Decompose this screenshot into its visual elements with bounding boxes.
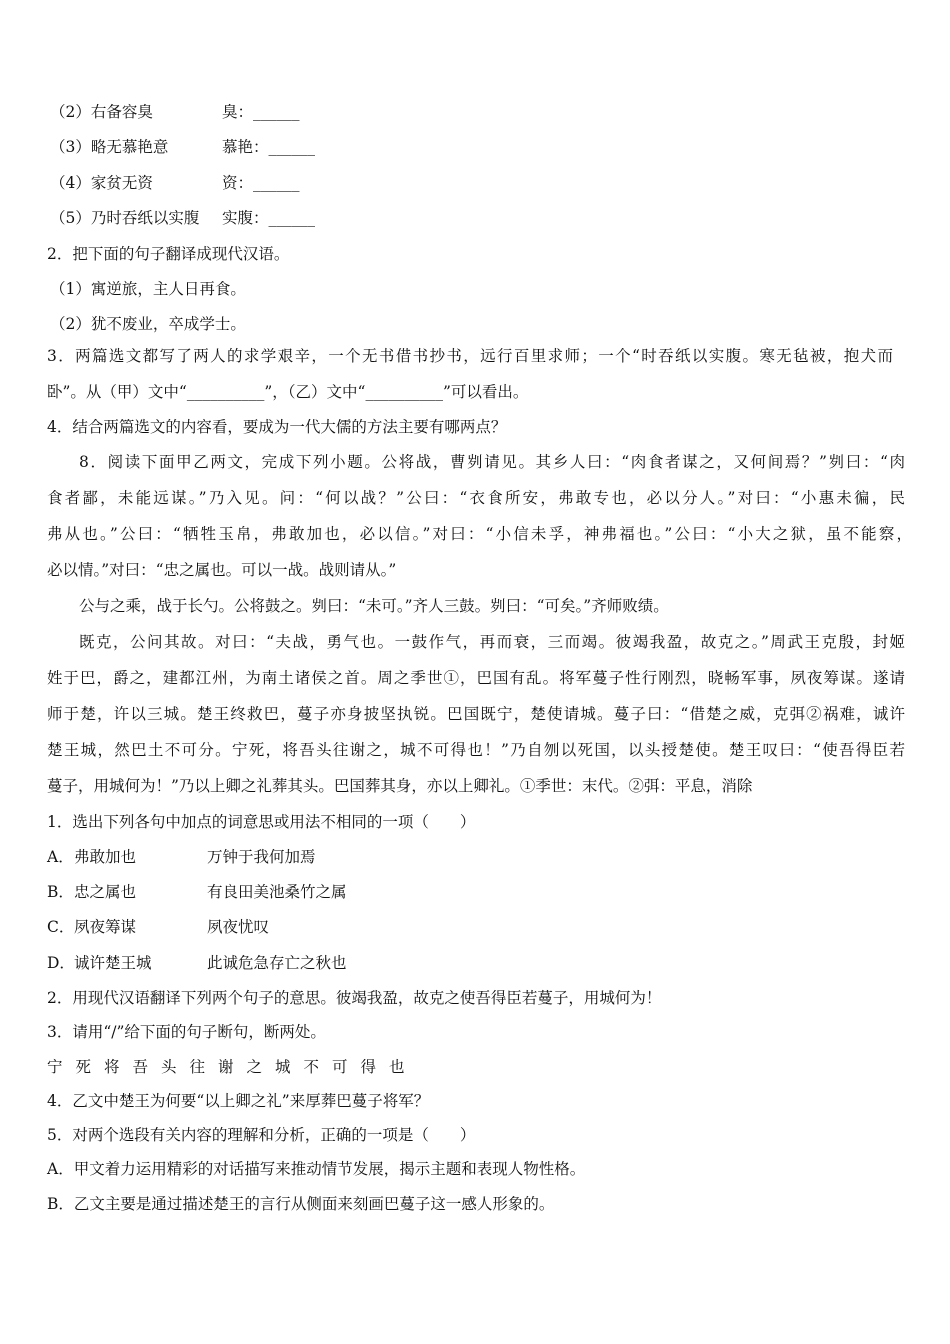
choice-key: D． bbox=[47, 954, 75, 972]
choice-text: 有良田美池桑竹之属 bbox=[207, 883, 347, 901]
passage-line: 蔓子，用城何为！”乃以上卿之礼葬其头。巴国葬其身，亦以上卿礼。①季世：末代。②弭：平息，消除 bbox=[47, 777, 753, 795]
vocab-answer-blank: 资：______ bbox=[222, 174, 300, 192]
vocab-answer-blank: 实腹：______ bbox=[222, 209, 316, 227]
question-heading: 5．对两个选段有关内容的理解和分析，正确的一项是（ ） bbox=[47, 1126, 476, 1144]
question-text: 卧”。从（甲）文中“__________”，（乙）文中“__________”可以看出。 bbox=[47, 383, 529, 401]
vocab-question: （2）右备容臭 bbox=[50, 103, 153, 121]
passage-line: 公与之乘，战于长勺。公将鼓之。刿曰：“未可。”齐人三鼓。刿曰：“可矣。”齐师败绩。 bbox=[79, 597, 669, 615]
answer-option-b: B．乙文主要是通过描述楚王的言行从侧面来刻画巴蔓子这一感人形象的。 bbox=[47, 1195, 555, 1213]
choice-key: A． bbox=[47, 848, 74, 866]
passage-line: 楚王城，然巴土不可分。宁死，将吾头往谢之，城不可得也！”乃自刎以死国，以头授楚使。楚王叹曰：“使吾得臣若 bbox=[47, 741, 905, 759]
question-text: 3．两篇选文都写了两人的求学艰辛，一个无书借书抄书，远行百里求师；一个“时吞纸以实腹。寒无毡被，抱犬而 bbox=[47, 347, 893, 365]
passage-line: 弗从也。”公曰：“牺牲玉帛，弗敢加也，必以信。”对曰：“小信未孚，神弗福也。”公曰：“小大之狱，虽不能察， bbox=[47, 525, 912, 543]
vocab-question: （3）略无慕艳意 bbox=[50, 138, 169, 156]
question-heading: 4．乙文中楚王为何要“以上卿之礼”来厚葬巴蔓子将军？ bbox=[47, 1092, 430, 1110]
choice-text: 弗敢加也 bbox=[74, 848, 137, 866]
choice-key: C． bbox=[47, 918, 75, 936]
choice-text: 诚许楚王城 bbox=[74, 954, 152, 972]
choice-text: 此诚危急存亡之秋也 bbox=[207, 954, 347, 972]
choice-text: 忠之属也 bbox=[74, 883, 137, 901]
passage-line: 食者鄙，未能远谋。”乃入见。问：“何以战？”公曰：“衣食所安，弗敢专也，必以分人。”对曰：“小惠未徧，民 bbox=[47, 489, 905, 507]
question-heading: 1．选出下列各句中加点的词意思或用法不相同的一项（ ） bbox=[47, 813, 476, 831]
passage-line: 姓于巴，爵之，建都江州，为南土诸侯之首。周之季世①，巴国有乱。将军蔓子性行刚烈，晓畅军事，夙夜筹谋。遂请 bbox=[47, 669, 905, 687]
choice-key: B． bbox=[47, 883, 74, 901]
passage-line: 既克，公问其故。对曰：“夫战，勇气也。一鼓作气，再而衰，三而竭。彼竭我盈，故克之。”周武王克殷，封姬 bbox=[79, 633, 905, 651]
choice-text: 万钟于我何加焉 bbox=[207, 848, 316, 866]
vocab-question: （4）家贫无资 bbox=[50, 174, 153, 192]
translation-item: （2）犹不废业，卒成学士。 bbox=[50, 315, 246, 333]
question-heading: 4．结合两篇选文的内容看，要成为一代大儒的方法主要有哪两点？ bbox=[47, 418, 507, 436]
vocab-answer-blank: 慕艳：______ bbox=[222, 138, 316, 156]
question-heading: 3．请用“/”给下面的句子断句，断两处。 bbox=[47, 1023, 326, 1041]
choice-text: 夙夜筹谋 bbox=[74, 918, 137, 936]
passage-line: 必以情。”对曰：“忠之属也。可以一战。战则请从。” bbox=[47, 561, 397, 579]
vocab-answer-blank: 臭：______ bbox=[222, 103, 300, 121]
passage-line: 师于楚，许以三城。楚王终救巴，蔓子亦身披坚执锐。巴国既宁，楚使请城。蔓子曰：“借楚之威，克弭②祸难，诚许 bbox=[47, 705, 905, 723]
translation-item: （1）寓逆旅，主人日再食。 bbox=[50, 280, 246, 298]
question-heading: 2．把下面的句子翻译成现代汉语。 bbox=[47, 245, 290, 263]
choice-text: 夙夜忧叹 bbox=[207, 918, 270, 936]
punctuation-sentence: 宁死将吾头往谢之城不可得也 bbox=[47, 1058, 418, 1076]
vocab-question: （5）乃时吞纸以实腹 bbox=[50, 209, 200, 227]
question-heading: 2．用现代汉语翻译下列两个句子的意思。彼竭我盈，故克之使吾得臣若蔓子，用城何为！ bbox=[47, 989, 662, 1007]
passage-line: 8．阅读下面甲乙两文，完成下列小题。公将战，曹刿请见。其乡人曰：“肉食者谋之，又何间焉？”刿曰：“肉 bbox=[79, 453, 905, 471]
answer-option-a: A．甲文着力运用精彩的对话描写来推动情节发展，揭示主题和表现人物性格。 bbox=[47, 1160, 586, 1178]
